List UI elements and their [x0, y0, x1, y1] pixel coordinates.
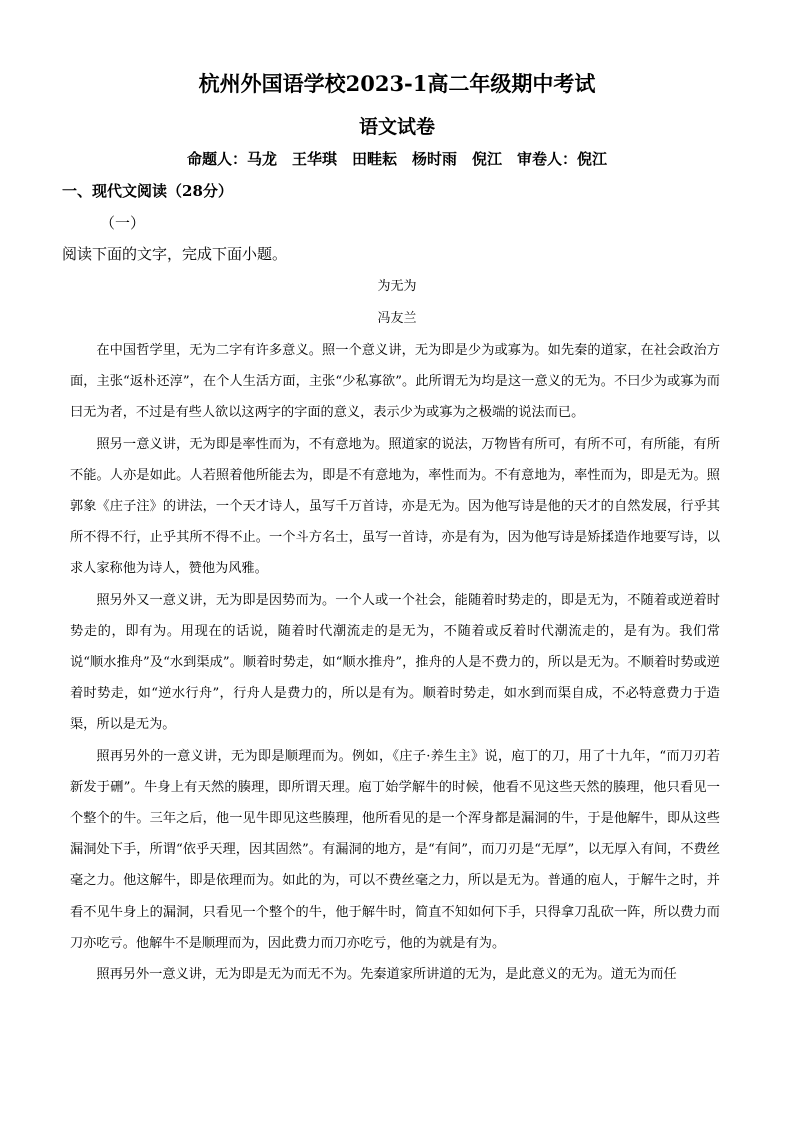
exam-authors: 命题人：马龙 王华琪 田畦耘 杨时雨 倪江 审卷人：倪江 — [186, 150, 607, 168]
exam-title: 杭州外国语学校2023-1高二年级期中考试 — [198, 71, 596, 96]
article-body — [70, 335, 720, 990]
article-title: 为无为 — [377, 279, 417, 294]
reading-instruction: 阅读下面的文字，完成下面小题。 — [62, 245, 288, 263]
article-paragraph: 照再另外一意义讲，无为即是无为而无不为。先秦道家所讲道的无为，是此意义的无为。道无为而任 — [96, 967, 677, 983]
exam-subtitle: 语文试卷 — [358, 116, 435, 138]
section-sub-number: （一） — [100, 214, 146, 232]
article-paragraph: 照再另外的一意义讲，无为即是顺理而为。例如，《庄子·养生主》说，庖丁的刀，用了十九年，“而刀刃若新发于硎”。牛身上有天然的腠理，即所谓天理。庖丁始学解牛的时候，他看不见这些天然的腠理，他只看见一个整个的牛。三年之后，他一见牛即见这些腠理，他所看见的是一个浑身都是漏洞的牛，于是他解牛，即从这些漏洞处下手，所谓“依乎天理，因其固然”。有漏洞的地方，是“有间”，而刀刃是“无厚”，以无厚入有间，不费丝毫之力。他这解牛，即是依理而为。如此的为，可以不费丝毫之力，所以是无为。普通的庖人，于解牛之时，并看不见牛身上的漏洞，只看见一个整个的牛，他于解牛时，简直不知如何下手，只得拿刀乱砍一阵，所以费力而刀亦吃亏。他解牛不是顺理而为，因此费力而刀亦吃亏，他的为就是有为。 — [70, 748, 720, 951]
article-author: 冯友兰 — [377, 311, 417, 326]
section-heading: 一、现代文阅读（28分） — [62, 182, 233, 200]
article-paragraph: 在中国哲学里，无为二字有许多意义。照一个意义讲，无为即是少为或寡为。如先秦的道家，在社会政治方面，主张“返朴还淳”，在个人生活方面，主张“少私寡欲”。此所谓无为均是这一意义的无为。不曰少为或寡为而曰无为者，不过是有些人欲以这两字的字面的意义，表示少为或寡为之极端的说法而已。 — [70, 343, 720, 421]
article-paragraph: 照另外又一意义讲，无为即是因势而为。一个人或一个社会，能随着时势走的，即是无为，不随着或逆着时势走的，即有为。用现在的话说，随着时代潮流走的是无为，不随着或反着时代潮流走的，是有为。我们常说“顺水推舟”及“水到渠成”。顺着时势走，如“顺水推舟”，推舟的人是不费力的，所以是无为。不顺着时势或逆着时势走，如“逆水行舟”，行舟人是费力的，所以是有为。顺着时势走，如水到而渠自成，不必特意费力于造渠，所以是无为。 — [70, 592, 720, 733]
article-paragraph: 照另一意义讲，无为即是率性而为，不有意地为。照道家的说法，万物皆有所可，有所不可，有所能，有所不能。人亦是如此。人若照着他所能去为，即是不有意地为，率性而为。不有意地为，率性而为，即是无为。照郭象《庄子注》的讲法，一个天才诗人，虽写千万首诗，亦是无为。因为他写诗是他的天才的自然发展，行乎其所不得不行，止乎其所不得不止。一个斗方名士，虽写一首诗，亦是有为，因为他写诗是矫揉造作地要写诗，以求人家称他为诗人，赞他为风雅。 — [70, 436, 720, 577]
